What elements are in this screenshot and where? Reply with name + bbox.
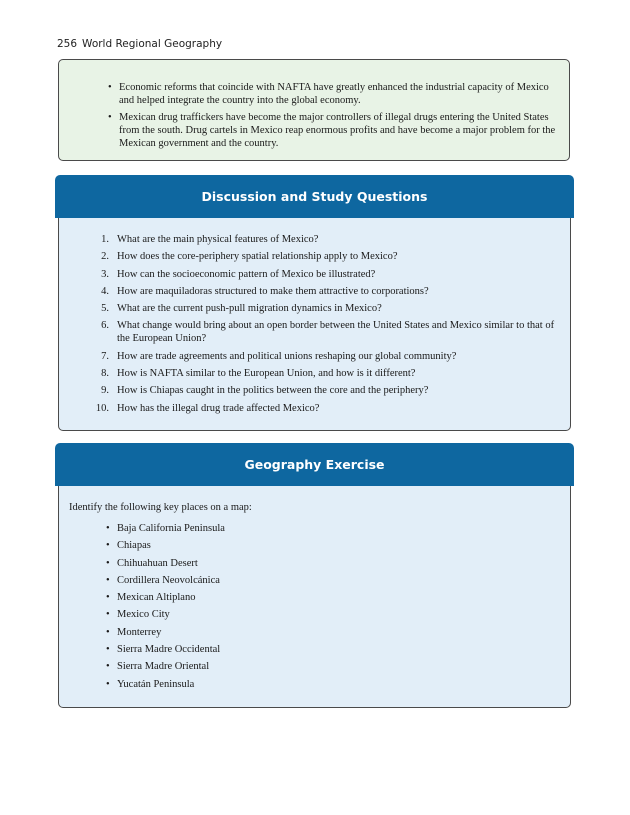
takeaways-list [119, 81, 559, 154]
list-item: • Chihuahuan Desert [117, 557, 417, 570]
list-item: • Mexican drug traffickers have become the major controllers of illegal drugs entering the United States from the south. Drug cartels in Mexico reap enormous profits and have become a major problem for the Mexican government and the country. [119, 111, 559, 150]
list-item: 2. How does the core-periphery spatial relationship apply to Mexico? [101, 251, 398, 263]
list-item: 3. How can the socioeconomic pattern of Mexico be illustrated? [101, 268, 376, 280]
list-item: • Mexican Altiplano [117, 591, 417, 604]
list-item: • Baja California Peninsula [117, 522, 417, 535]
panel-title: Discussion and Study Questions [55, 175, 574, 218]
list-item: • Sierra Madre Occidental [117, 643, 417, 656]
list-item: 1. What are the main physical features of Mexico? [101, 234, 319, 245]
panel-title: Geography Exercise [55, 443, 574, 486]
list-item: • Monterrey [117, 626, 417, 639]
key-takeaways-box [58, 59, 570, 161]
list-item: 4. How are maquiladoras structured to make them attractive to corporations? [101, 285, 429, 297]
list-item: 5. What are the current push-pull migration dynamics in Mexico? [101, 303, 382, 315]
list-item: 6. What change would bring about an open border between the United States and Mexico similar to that of the European Union? [101, 320, 555, 345]
list-item: • Yucatán Peninsula [117, 678, 417, 691]
list-item: • Cordillera Neovolcánica [117, 574, 417, 587]
panel-body [58, 486, 571, 708]
book-title: World Regional Geography [82, 38, 223, 50]
geography-exercise-panel [55, 443, 574, 690]
list-item: 9. How is Chiapas caught in the politics between the core and the periphery? [101, 385, 429, 397]
places-list [117, 522, 417, 695]
running-header [57, 38, 222, 50]
list-item: 10. How has the illegal drug trade affected Mexico? [95, 402, 320, 414]
list-item: • Sierra Madre Oriental [117, 660, 417, 673]
page-number: 256 [57, 38, 78, 50]
list-item: 8. How is NAFTA similar to the European Union, and how is it different? [101, 368, 416, 380]
list-item: • Economic reforms that coincide with NAFTA have greatly enhanced the industrial capacity of Mexico and helped integrate the country into the global economy. [119, 81, 559, 107]
panel-body [58, 218, 571, 431]
list-item: 7. How are trade agreements and political unions reshaping our global community? [101, 350, 457, 362]
list-item: • Chiapas [117, 539, 417, 552]
questions-list [95, 233, 557, 419]
exercise-intro: Identify the following key places on a map: [69, 502, 252, 513]
discussion-panel [55, 175, 574, 414]
list-item: • Mexico City [117, 608, 417, 621]
